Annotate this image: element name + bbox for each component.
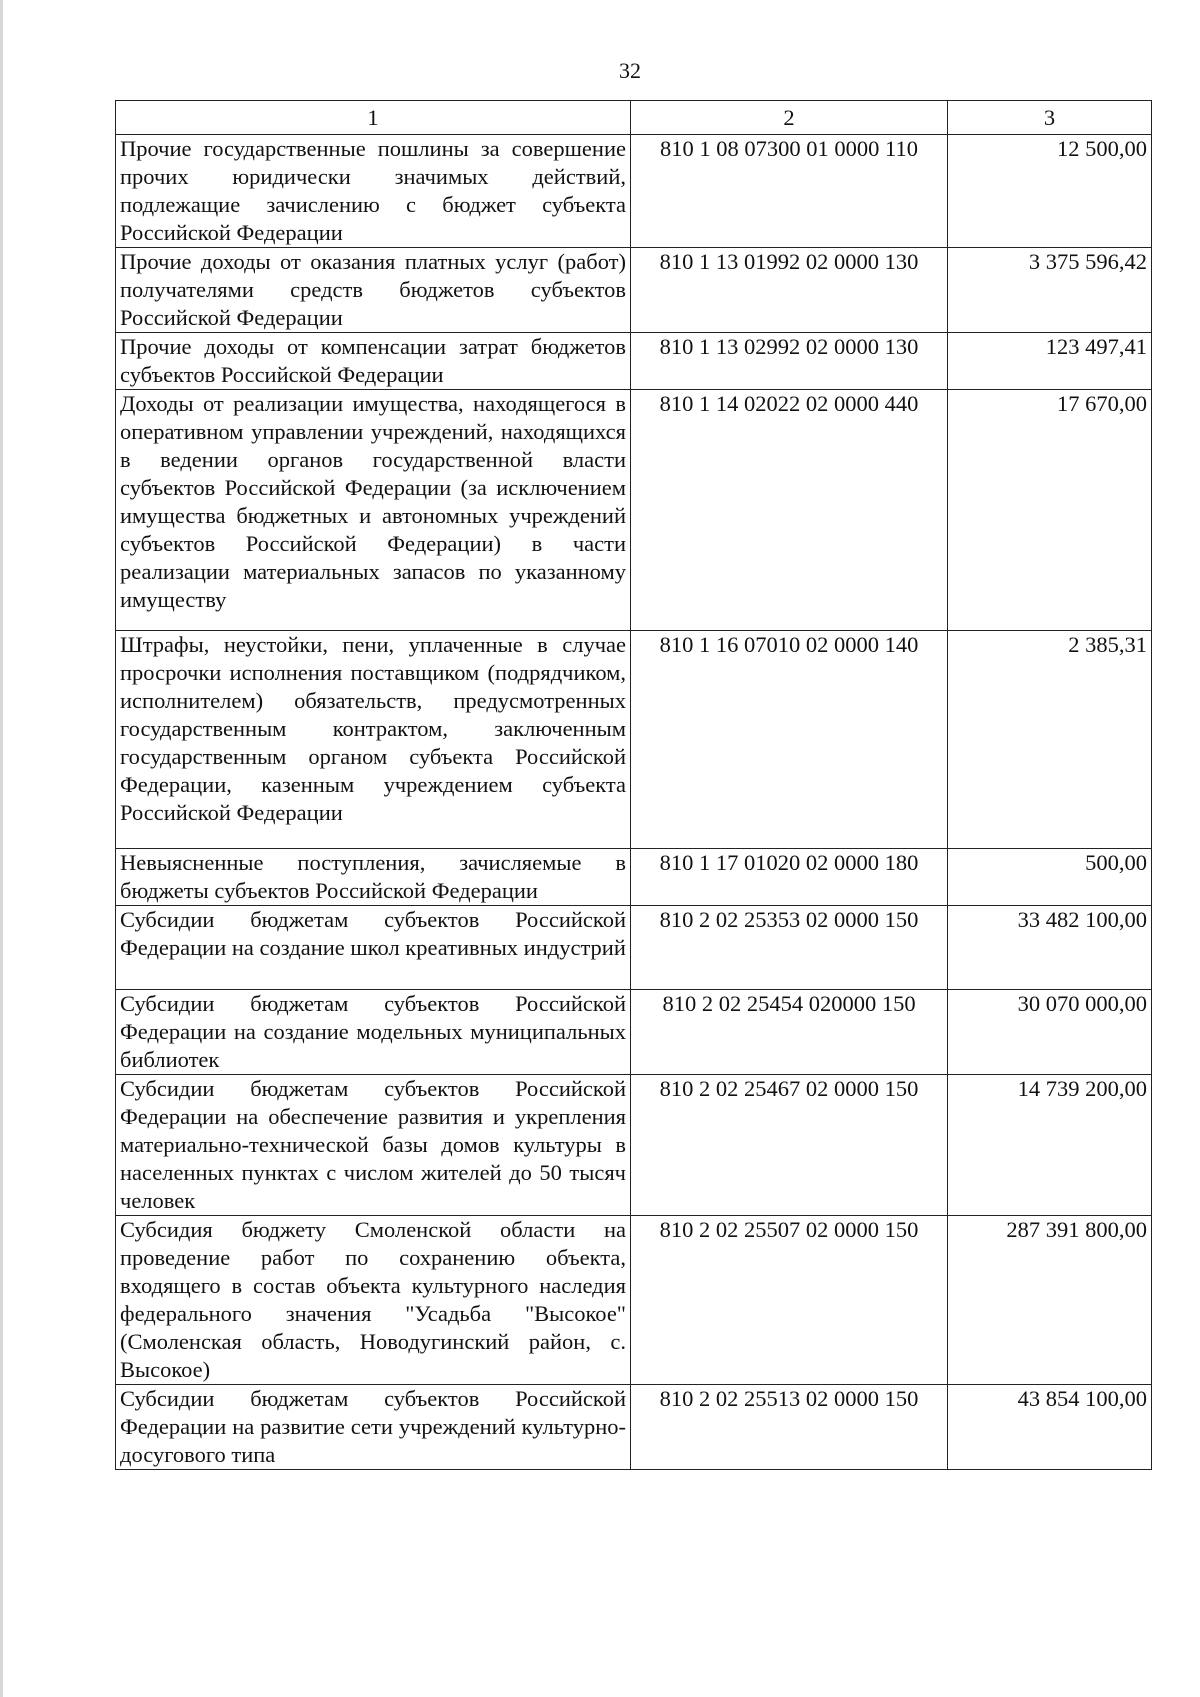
row-description: Штрафы, неустойки, пени, уплаченные в случае просрочки исполнения поставщиком (подрядчиком, исполнителем) обязательств, предусмотренных государственным контрактом, заключенным государственным органом субъекта Российской Федерации, казенным учреждением субъекта Российской Федерации	[116, 631, 631, 849]
row-description: Прочие государственные пошлины за совершение прочих юридически значимых действий, подлежащие зачислению с бюджет субъекта Российской Федерации	[116, 135, 631, 248]
row-amount: 33 482 100,00	[948, 906, 1152, 990]
row-budget-code: 810 2 02 25507 02 0000 150	[631, 1216, 948, 1385]
row-budget-code: 810 2 02 25454 020000 150	[631, 990, 948, 1075]
row-amount: 12 500,00	[948, 135, 1152, 248]
row-amount: 43 854 100,00	[948, 1385, 1152, 1470]
row-description: Прочие доходы от оказания платных услуг (работ) получателями средств бюджетов субъектов Российской Федерации	[116, 248, 631, 333]
row-amount: 500,00	[948, 849, 1152, 906]
column-header: 2	[631, 101, 948, 135]
table-row	[116, 333, 1152, 390]
row-amount: 30 070 000,00	[948, 990, 1152, 1075]
table-row	[116, 1216, 1152, 1385]
row-budget-code: 810 1 08 07300 01 0000 110	[631, 135, 948, 248]
column-header: 3	[948, 101, 1152, 135]
row-description: Доходы от реализации имущества, находящегося в оперативном управлении учреждений, находящихся в ведении органов государственной власти субъектов Российской Федерации (за исключением имущества бюджетных и автономных учреждений субъектов Российской Федерации) в части реализации материальных запасов по указанному имуществу	[116, 390, 631, 631]
table-row	[116, 1075, 1152, 1216]
row-budget-code: 810 2 02 25353 02 0000 150	[631, 906, 948, 990]
row-description: Субсидии бюджетам субъектов Российской Федерации на создание школ креативных индустрий	[116, 906, 631, 990]
row-amount: 2 385,31	[948, 631, 1152, 849]
row-amount: 287 391 800,00	[948, 1216, 1152, 1385]
row-description: Субсидии бюджетам субъектов Российской Федерации на обеспечение развития и укрепления материально-технической базы домов культуры в населенных пунктах с числом жителей до 50 тысяч человек	[116, 1075, 631, 1216]
table-row	[116, 135, 1152, 248]
row-amount: 123 497,41	[948, 333, 1152, 390]
row-budget-code: 810 1 13 02992 02 0000 130	[631, 333, 948, 390]
row-budget-code: 810 1 13 01992 02 0000 130	[631, 248, 948, 333]
row-amount: 3 375 596,42	[948, 248, 1152, 333]
row-budget-code: 810 2 02 25467 02 0000 150	[631, 1075, 948, 1216]
table-row	[116, 248, 1152, 333]
row-description: Субсидии бюджетам субъектов Российской Федерации на создание модельных муниципальных библиотек	[116, 990, 631, 1075]
row-budget-code: 810 1 14 02022 02 0000 440	[631, 390, 948, 631]
scan-edge	[0, 0, 3, 1697]
row-description: Невыясненные поступления, зачисляемые в бюджеты субъектов Российской Федерации	[116, 849, 631, 906]
row-amount: 17 670,00	[948, 390, 1152, 631]
table-row	[116, 390, 1152, 631]
table-row	[116, 849, 1152, 906]
row-description: Субсидии бюджетам субъектов Российской Федерации на развитие сети учреждений культурно-досугового типа	[116, 1385, 631, 1470]
table-row	[116, 631, 1152, 849]
row-budget-code: 810 1 16 07010 02 0000 140	[631, 631, 948, 849]
table-row	[116, 906, 1152, 990]
row-budget-code: 810 2 02 25513 02 0000 150	[631, 1385, 948, 1470]
row-description: Субсидия бюджету Смоленской области на проведение работ по сохранению объекта, входящего в состав объекта культурного наследия федерального значения "Усадьба "Высокое" (Смоленская область, Новодугинский район, с. Высокое)	[116, 1216, 631, 1385]
row-amount: 14 739 200,00	[948, 1075, 1152, 1216]
table-row	[116, 990, 1152, 1075]
table-header-row	[116, 101, 1152, 135]
column-header: 1	[116, 101, 631, 135]
row-description: Прочие доходы от компенсации затрат бюджетов субъектов Российской Федерации	[116, 333, 631, 390]
page-number: 32	[619, 58, 641, 83]
row-budget-code: 810 1 17 01020 02 0000 180	[631, 849, 948, 906]
table-row	[116, 1385, 1152, 1470]
budget-revenue-table	[115, 100, 1152, 1470]
